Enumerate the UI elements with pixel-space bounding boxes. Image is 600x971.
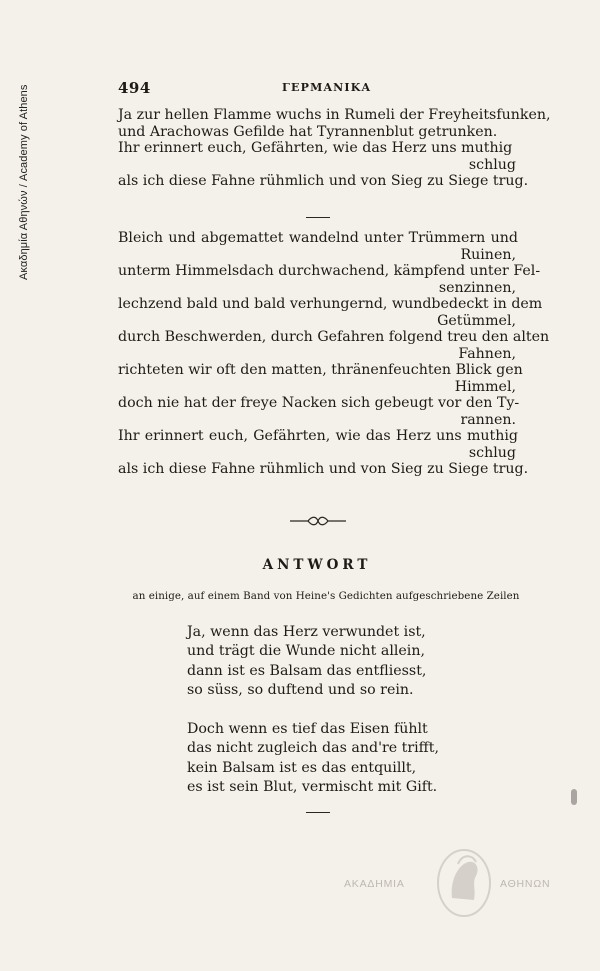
poem-line: das nicht zugleich das and're trifft, (187, 740, 439, 757)
verse-line-continuation: Himmel, (454, 378, 516, 395)
page-number: 494 (118, 79, 151, 97)
verse-line-continuation: Ruinen, (460, 246, 516, 263)
verse-line: Bleich und abgemattet wandelnd unter Trümmern und (118, 230, 518, 246)
verse-line-continuation: Getümmel, (437, 312, 516, 329)
poem-line: Ja, wenn das Herz verwundet ist, (187, 624, 426, 640)
verse-line: unterm Himmelsdach durchwachend, kämpfend unter Fel- (118, 263, 541, 279)
verse-line-continuation: schlug (468, 156, 516, 173)
verse-line: als ich diese Fahne rühmlich und von Sieg zu Siege trug. (118, 461, 529, 477)
verse-line: Ja zur hellen Flamme wuchs in Rumeli der Freyheitsfunken, (118, 107, 551, 123)
verse-line: Ihr erinnert euch, Gefährten, wie das Herz uns muthig (118, 428, 518, 444)
verse-line: lechzend bald und bald verhungernd, wundbedeckt in dem (118, 296, 543, 312)
verse-line-continuation: rannen. (460, 411, 516, 428)
verse-line: und Arachowas Gefilde hat Tyrannenblut getrunken. (118, 123, 498, 140)
running-title: ΓΕΡΜΑΝΙΚΑ (282, 81, 372, 94)
seal-text-right: ΑΘΗΝΩΝ (500, 878, 551, 890)
verse-line: als ich diese Fahne rühmlich und von Sieg zu Siege trug. (118, 173, 529, 189)
seal-text-left: ΑΚΑΔΗΜΙΑ (344, 878, 405, 890)
end-divider (306, 812, 330, 813)
watermark-text: Ακαδημία Αθηνών / Academy of Athens (18, 84, 30, 280)
verse-line: doch nie hat der freye Nacken sich gebeugt vor den Ty- (118, 395, 520, 411)
poem-line: Doch wenn es tief das Eisen fühlt (187, 721, 428, 737)
poem-line: dann ist es Balsam das entfliesst, (187, 662, 427, 679)
poem-subtitle: an einige, auf einem Band von Heine's Gedichten aufgeschriebene Zeilen (132, 590, 520, 602)
stanza-1 (118, 107, 551, 190)
poem-line: es ist sein Blut, vermischt mit Gift. (187, 778, 438, 795)
poem-verse-2 (187, 720, 487, 797)
verse-line-continuation: senzinnen, (438, 279, 516, 296)
verse-line-continuation: Fahnen, (458, 345, 516, 362)
athena-seal-icon (436, 848, 492, 918)
verse-line: Ihr erinnert euch, Gefährten, wie das Herz uns muthig (118, 140, 513, 156)
poem-heading: ANTWORT (262, 557, 372, 573)
verse-line: richteten wir oft den matten, thränenfeuchten Blick gen (118, 362, 523, 378)
poem-line: und trägt die Wunde nicht allein, (187, 643, 425, 660)
stanza-2 (118, 230, 550, 478)
fleuron-ornament (290, 514, 346, 528)
poem-line: so süss, so duftend und so rein. (187, 681, 414, 698)
poem-line: kein Balsam ist es das entquillt, (187, 759, 417, 776)
poem-verse-1 (187, 623, 487, 700)
section-divider (306, 217, 330, 218)
side-watermark (18, 50, 36, 280)
verse-line: durch Beschwerden, durch Gefahren folgend treu den alten (118, 329, 550, 345)
verse-line-continuation: schlug (468, 444, 516, 461)
paper-speck (571, 789, 577, 805)
